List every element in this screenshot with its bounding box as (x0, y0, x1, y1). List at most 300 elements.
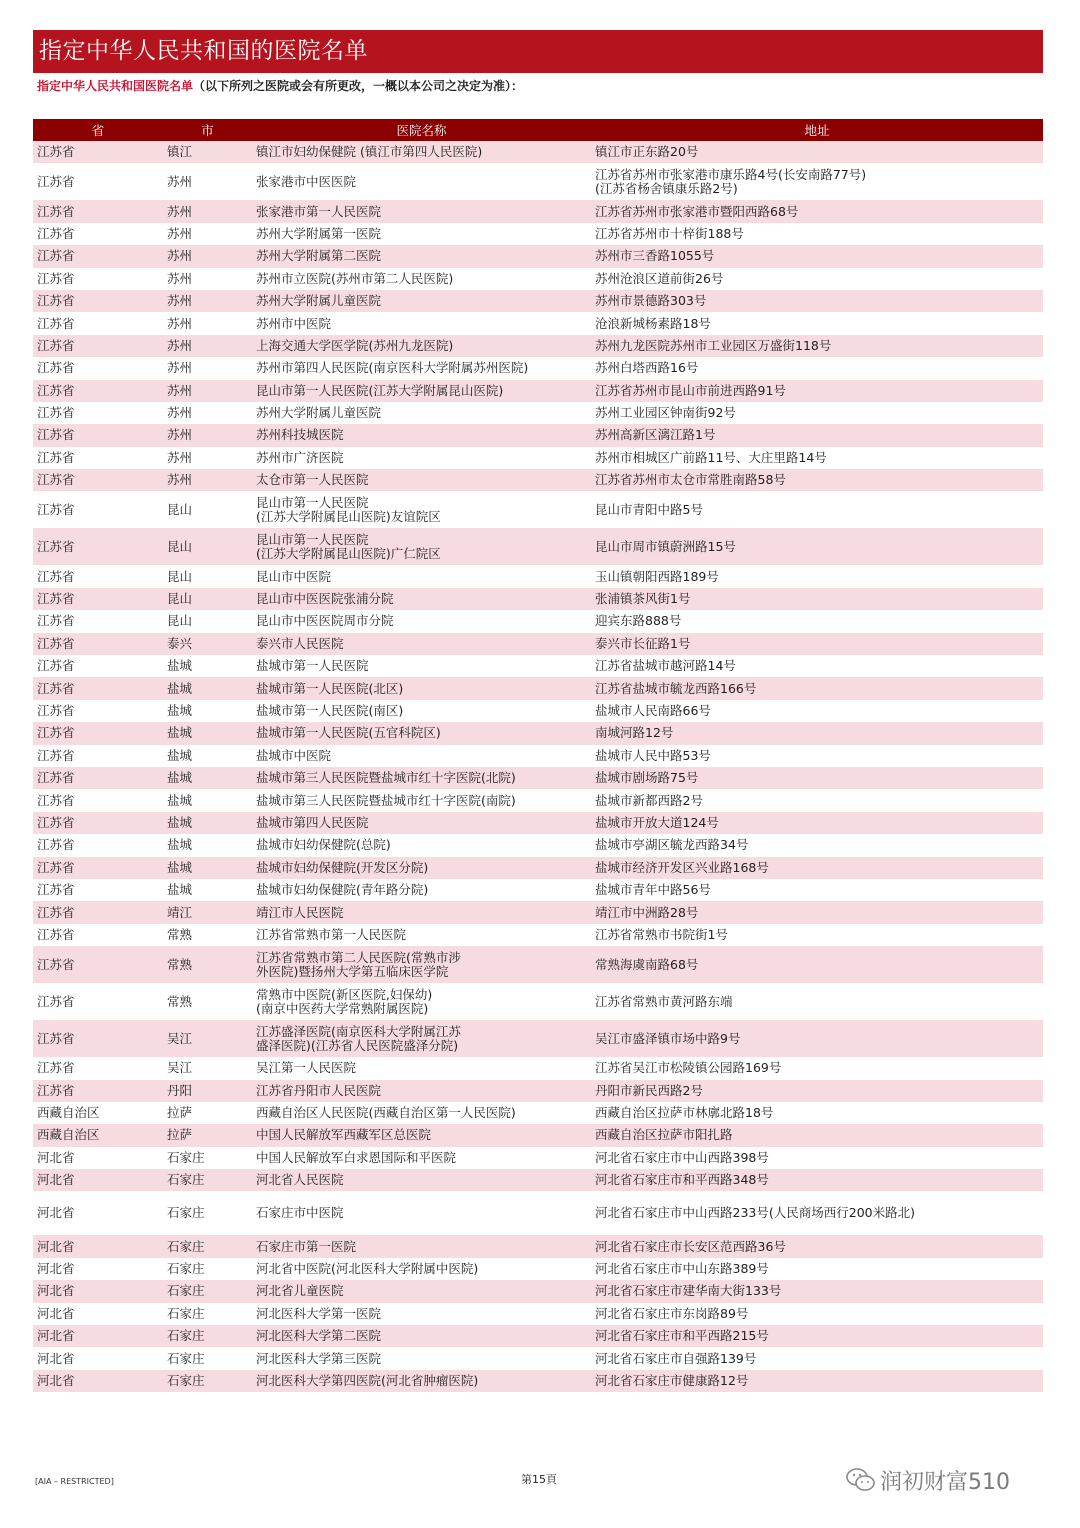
hospital-name-line: 盐城市第一人民医院(五官科院区) (256, 725, 441, 741)
address-line: 盐城市剧场路75号 (595, 770, 699, 786)
cell-hospital (252, 447, 591, 469)
cell-province: 江苏省 (33, 245, 163, 267)
table-row (33, 722, 1043, 744)
cell-province: 河北省 (33, 1147, 163, 1169)
hospital-name-line: 盐城市第三人民医院暨盐城市红十字医院(北院) (256, 770, 516, 786)
cell-province: 江苏省 (33, 983, 163, 1020)
hospital-name-line: 盐城市妇幼保健院(开发区分院) (256, 859, 429, 875)
cell-hospital (252, 610, 591, 632)
address-line: 苏州市三香路1055号 (595, 248, 715, 264)
cell-hospital (252, 745, 591, 767)
cell-province: 江苏省 (33, 335, 163, 357)
cell-hospital (252, 1325, 591, 1347)
address-line: 河北省石家庄市中山东路389号 (595, 1261, 769, 1277)
table-row (33, 268, 1043, 290)
cell-address (591, 924, 1043, 946)
table-row (33, 834, 1043, 856)
cell-city: 盐城 (163, 677, 252, 699)
cell-city: 苏州 (163, 223, 252, 245)
cell-address (591, 565, 1043, 587)
cell-province: 江苏省 (33, 565, 163, 587)
hospital-name-line: 河北医科大学第二医院 (256, 1328, 382, 1344)
table-row (33, 901, 1043, 923)
address-line: 河北省石家庄市中山西路233号(人民商场西行200米路北) (595, 1205, 915, 1221)
address-line: 南城河路12号 (595, 725, 674, 741)
hospital-name-line: 盐城市妇幼保健院(总院) (256, 837, 391, 853)
cell-province: 江苏省 (33, 491, 163, 528)
cell-city: 苏州 (163, 402, 252, 424)
cell-hospital (252, 879, 591, 901)
cell-city: 常熟 (163, 946, 252, 983)
cell-address (591, 789, 1043, 811)
table-row (33, 610, 1043, 632)
cell-city: 常熟 (163, 983, 252, 1020)
table-row (33, 789, 1043, 811)
address-line: 泰兴市长征路1号 (595, 635, 691, 651)
cell-hospital (252, 1102, 591, 1124)
cell-address (591, 610, 1043, 632)
column-header-city: 市 (163, 119, 252, 141)
address-line: 河北省石家庄市中山西路398号 (595, 1149, 769, 1165)
footer-page-number: 第15頁 (521, 1473, 557, 1486)
cell-city: 靖江 (163, 901, 252, 923)
cell-address (591, 1258, 1043, 1280)
hospital-name-line: 江苏盛泽医院(南京医科大学附属江苏 (256, 1023, 461, 1039)
hospital-name-line: 中国人民解放军西藏军区总医院 (256, 1127, 432, 1143)
table-row (33, 424, 1043, 446)
address-line: 苏州工业园区钟南街92号 (595, 405, 736, 421)
cell-province: 江苏省 (33, 924, 163, 946)
cell-province: 江苏省 (33, 633, 163, 655)
hospital-name-line: 盐城市第四人民医院 (256, 814, 369, 830)
cell-hospital (252, 335, 591, 357)
cell-province: 江苏省 (33, 767, 163, 789)
cell-hospital (252, 141, 591, 163)
hospital-name-line: 盐城市妇幼保健院(青年路分院) (256, 882, 429, 898)
cell-address (591, 223, 1043, 245)
cell-hospital (252, 163, 591, 200)
hospital-name-line: 苏州市中医院 (256, 315, 332, 331)
cell-address (591, 469, 1043, 491)
cell-city: 吴江 (163, 1020, 252, 1057)
hospital-name-line: 苏州大学附属第一医院 (256, 225, 382, 241)
table-row (33, 290, 1043, 312)
address-line: 苏州九龙医院苏州市工业园区万盛街118号 (595, 337, 832, 353)
table-row (33, 402, 1043, 424)
table-row (33, 1347, 1043, 1369)
cell-hospital (252, 1303, 591, 1325)
cell-hospital (252, 983, 591, 1020)
cell-address (591, 447, 1043, 469)
hospital-name-line: 石家庄市第一医院 (256, 1238, 357, 1254)
cell-hospital (252, 767, 591, 789)
address-line: 盐城市新都西路2号 (595, 792, 703, 808)
cell-city: 盐城 (163, 700, 252, 722)
cell-city: 苏州 (163, 335, 252, 357)
address-line: 靖江市中洲路28号 (595, 904, 699, 920)
cell-city: 泰兴 (163, 633, 252, 655)
cell-address (591, 380, 1043, 402)
table-row (33, 469, 1043, 491)
cell-province: 江苏省 (33, 380, 163, 402)
hospital-name-line: 昆山市中医院 (256, 568, 332, 584)
cell-hospital (252, 1280, 591, 1302)
subtitle-heading: 指定中华人民共和国医院名单 (37, 79, 194, 93)
cell-address (591, 1057, 1043, 1079)
cell-city: 丹阳 (163, 1080, 252, 1102)
table-header (33, 119, 1043, 141)
hospital-name-line: 靖江市人民医院 (256, 904, 344, 920)
cell-city: 昆山 (163, 588, 252, 610)
address-line: 盐城市青年中路56号 (595, 882, 711, 898)
address-line: 盐城市开放大道124号 (595, 814, 719, 830)
hospital-name-line: 盛泽医院)(江苏省人民医院盛泽分院) (256, 1037, 459, 1053)
cell-province: 河北省 (33, 1347, 163, 1369)
table-row (33, 1258, 1043, 1280)
hospital-name-line: 上海交通大学医学院(苏州九龙医院) (256, 337, 454, 353)
hospital-name-line: 泰兴市人民医院 (256, 635, 344, 651)
table-row (33, 983, 1043, 1020)
cell-province: 江苏省 (33, 469, 163, 491)
cell-province: 西藏自治区 (33, 1102, 163, 1124)
address-line: (江苏省杨舍镇康乐路2号) (595, 180, 738, 196)
cell-city: 拉萨 (163, 1102, 252, 1124)
table-row (33, 380, 1043, 402)
wechat-icon (846, 1467, 876, 1493)
address-line: 盐城市亭湖区毓龙西路34号 (595, 837, 749, 853)
page-title-banner (33, 30, 1043, 73)
cell-address (591, 312, 1043, 334)
cell-province: 江苏省 (33, 357, 163, 379)
cell-city: 石家庄 (163, 1147, 252, 1169)
table-row (33, 447, 1043, 469)
subtitle (37, 77, 523, 94)
address-line: 江苏省盐城市毓龙西路166号 (595, 680, 757, 696)
cell-address (591, 245, 1043, 267)
table-header-row (33, 119, 1043, 141)
cell-city: 石家庄 (163, 1370, 252, 1392)
cell-city: 盐城 (163, 789, 252, 811)
cell-city: 拉萨 (163, 1124, 252, 1146)
address-line: 盐城市经济开发区兴业路168号 (595, 859, 769, 875)
address-line: 江苏省常熟市黄河路东端 (595, 993, 733, 1009)
table-row (33, 745, 1043, 767)
hospital-name-line: 盐城市第一人民医院 (256, 658, 369, 674)
cell-address (591, 163, 1043, 200)
cell-hospital (252, 1169, 591, 1191)
cell-hospital (252, 528, 591, 565)
address-line: 江苏省盐城市越河路14号 (595, 658, 736, 674)
address-line: 吴江市盛泽镇市场中路9号 (595, 1030, 741, 1046)
cell-province: 江苏省 (33, 655, 163, 677)
cell-city: 苏州 (163, 424, 252, 446)
cell-hospital (252, 677, 591, 699)
hospital-name-line: 昆山市中医医院张浦分院 (256, 591, 394, 607)
table-row (33, 1102, 1043, 1124)
cell-province: 河北省 (33, 1191, 163, 1235)
cell-hospital (252, 812, 591, 834)
cell-hospital (252, 857, 591, 879)
cell-city: 苏州 (163, 163, 252, 200)
cell-address (591, 655, 1043, 677)
cell-province: 江苏省 (33, 677, 163, 699)
cell-address (591, 857, 1043, 879)
address-line: 盐城市人民中路53号 (595, 747, 711, 763)
address-line: 江苏省常熟市书院街1号 (595, 926, 728, 942)
cell-province: 江苏省 (33, 268, 163, 290)
hospital-name-line: 河北医科大学第一医院 (256, 1305, 382, 1321)
cell-province: 江苏省 (33, 901, 163, 923)
table-row (33, 767, 1043, 789)
hospital-name-line: 江苏省常熟市第一人民医院 (256, 926, 407, 942)
hospital-name-line: (江苏大学附属昆山医院)友谊院区 (256, 508, 441, 524)
table-row (33, 1147, 1043, 1169)
table-row (33, 528, 1043, 565)
subtitle-note: （以下所列之医院或会有所更改，一概以本公司之决定为准）： (193, 79, 524, 93)
cell-city: 石家庄 (163, 1258, 252, 1280)
cell-city: 苏州 (163, 290, 252, 312)
cell-city: 苏州 (163, 312, 252, 334)
hospital-name-line: 吴江第一人民医院 (256, 1060, 357, 1076)
cell-address (591, 424, 1043, 446)
cell-province: 河北省 (33, 1370, 163, 1392)
hospital-name-line: 常熟市中医院(新区医院,妇保幼) (256, 986, 433, 1002)
address-line: 镇江市正东路20号 (595, 144, 699, 160)
cell-province: 河北省 (33, 1258, 163, 1280)
cell-province: 河北省 (33, 1235, 163, 1257)
hospital-name-line: 河北医科大学第四医院(河北省肿瘤医院) (256, 1372, 479, 1388)
cell-address (591, 1080, 1043, 1102)
cell-hospital (252, 469, 591, 491)
cell-address (591, 901, 1043, 923)
cell-hospital (252, 1147, 591, 1169)
cell-city: 苏州 (163, 357, 252, 379)
table-row (33, 1080, 1043, 1102)
hospital-name-line: 苏州市广济医院 (256, 449, 344, 465)
table-row (33, 1124, 1043, 1146)
hospital-name-line: 河北医科大学第三医院 (256, 1350, 382, 1366)
cell-city: 盐城 (163, 812, 252, 834)
cell-province: 江苏省 (33, 424, 163, 446)
cell-city: 吴江 (163, 1057, 252, 1079)
cell-hospital (252, 200, 591, 222)
cell-province: 江苏省 (33, 946, 163, 983)
cell-address (591, 1191, 1043, 1235)
cell-hospital (252, 924, 591, 946)
cell-address (591, 1325, 1043, 1347)
table-row (33, 245, 1043, 267)
address-line: 昆山市青阳中路5号 (595, 501, 703, 517)
table-row (33, 655, 1043, 677)
cell-hospital (252, 268, 591, 290)
cell-city: 盐城 (163, 857, 252, 879)
hospital-name-line: 河北省中医院(河北医科大学附属中医院) (256, 1261, 479, 1277)
hospital-name-line: 盐城市第三人民医院暨盐城市红十字医院(南院) (256, 792, 516, 808)
cell-hospital (252, 1258, 591, 1280)
hospital-table (33, 119, 1043, 1392)
table-row (33, 223, 1043, 245)
cell-province: 江苏省 (33, 312, 163, 334)
cell-province: 江苏省 (33, 402, 163, 424)
address-line: 河北省石家庄市东岗路89号 (595, 1305, 749, 1321)
cell-address (591, 357, 1043, 379)
cell-province: 江苏省 (33, 745, 163, 767)
cell-hospital (252, 402, 591, 424)
cell-hospital (252, 1235, 591, 1257)
cell-province: 江苏省 (33, 610, 163, 632)
hospital-name-line: 苏州科技城医院 (256, 427, 344, 443)
cell-address (591, 1102, 1043, 1124)
table-row (33, 1020, 1043, 1057)
cell-province: 西藏自治区 (33, 1124, 163, 1146)
hospital-name-line: 苏州大学附属儿童医院 (256, 293, 382, 309)
cell-city: 石家庄 (163, 1303, 252, 1325)
cell-city: 苏州 (163, 245, 252, 267)
cell-province: 河北省 (33, 1325, 163, 1347)
hospital-name-line: 西藏自治区人民医院(西藏自治区第一人民医院) (256, 1105, 516, 1121)
address-line: 苏州白塔西路16号 (595, 360, 699, 376)
cell-address (591, 677, 1043, 699)
cell-city: 苏州 (163, 469, 252, 491)
cell-address (591, 1280, 1043, 1302)
cell-city: 镇江 (163, 141, 252, 163)
cell-address (591, 1124, 1043, 1146)
hospital-name-line: 昆山市中医医院周市分院 (256, 613, 394, 629)
page-title: 指定中华人民共和国的医院名单 (39, 38, 368, 64)
cell-hospital (252, 722, 591, 744)
cell-hospital (252, 424, 591, 446)
cell-city: 盐城 (163, 834, 252, 856)
table-body (33, 141, 1043, 1392)
address-line: 河北省石家庄市自强路139号 (595, 1350, 757, 1366)
cell-address (591, 633, 1043, 655)
cell-hospital (252, 655, 591, 677)
cell-address (591, 528, 1043, 565)
cell-address (591, 722, 1043, 744)
cell-hospital (252, 700, 591, 722)
cell-hospital (252, 789, 591, 811)
cell-hospital (252, 1191, 591, 1235)
hospital-name-line: 张家港市中医医院 (256, 173, 357, 189)
cell-hospital (252, 223, 591, 245)
table-row (33, 357, 1043, 379)
cell-address (591, 879, 1043, 901)
table-row (33, 565, 1043, 587)
cell-address (591, 1347, 1043, 1369)
cell-city: 石家庄 (163, 1347, 252, 1369)
address-line: 迎宾东路888号 (595, 613, 682, 629)
table-row (33, 1325, 1043, 1347)
hospital-name-line: 外医院)暨扬州大学第五临床医学院 (256, 963, 449, 979)
cell-address (591, 946, 1043, 983)
cell-city: 苏州 (163, 200, 252, 222)
cell-address (591, 812, 1043, 834)
cell-address (591, 588, 1043, 610)
table-row (33, 491, 1043, 528)
cell-city: 苏州 (163, 380, 252, 402)
table-row (33, 200, 1043, 222)
table-row (33, 1280, 1043, 1302)
table-row (33, 812, 1043, 834)
address-line: 苏州高新区漓江路1号 (595, 427, 716, 443)
cell-province: 河北省 (33, 1303, 163, 1325)
address-line: 江苏省苏州市太仓市常胜南路58号 (595, 472, 786, 488)
hospital-name-line: 昆山市第一人民医院 (256, 494, 369, 510)
hospital-name-line: 江苏省常熟市第二人民医院(常熟市涉 (256, 949, 461, 965)
cell-address (591, 491, 1043, 528)
address-line: 河北省石家庄市和平西路348号 (595, 1172, 769, 1188)
hospital-name-line: 苏州大学附属儿童医院 (256, 405, 382, 421)
column-header-address: 地址 (591, 119, 1043, 141)
cell-city: 盐城 (163, 767, 252, 789)
cell-address (591, 335, 1043, 357)
hospital-name-line: 盐城市第一人民医院(南区) (256, 703, 404, 718)
cell-hospital (252, 1370, 591, 1392)
address-line: 河北省石家庄市和平西路215号 (595, 1328, 769, 1344)
address-line: 河北省石家庄市健康路12号 (595, 1372, 749, 1388)
cell-city: 盐城 (163, 879, 252, 901)
cell-city: 苏州 (163, 447, 252, 469)
cell-hospital (252, 1057, 591, 1079)
cell-address (591, 1020, 1043, 1057)
table-row (33, 163, 1043, 200)
cell-province: 江苏省 (33, 834, 163, 856)
hospital-name-line: 张家港市第一人民医院 (256, 203, 382, 219)
cell-hospital (252, 491, 591, 528)
hospital-name-line: 昆山市第一人民医院 (256, 531, 369, 547)
table-row (33, 924, 1043, 946)
cell-province: 江苏省 (33, 223, 163, 245)
cell-city: 石家庄 (163, 1169, 252, 1191)
address-line: 江苏省吴江市松陵镇公园路169号 (595, 1060, 782, 1076)
cell-address (591, 1370, 1043, 1392)
table-row (33, 857, 1043, 879)
table-row (33, 633, 1043, 655)
cell-address (591, 1147, 1043, 1169)
cell-province: 河北省 (33, 1280, 163, 1302)
cell-city: 昆山 (163, 491, 252, 528)
table-row (33, 677, 1043, 699)
address-line: 河北省石家庄市长安区范西路36号 (595, 1238, 786, 1254)
hospital-name-line: (江苏大学附属昆山医院)广仁院区 (256, 545, 441, 561)
cell-hospital (252, 1080, 591, 1102)
hospital-name-line: 盐城市中医院 (256, 747, 332, 763)
cell-city: 苏州 (163, 268, 252, 290)
hospital-name-line: 苏州市第四人民医院(南京医科大学附属苏州医院) (256, 360, 529, 376)
address-line: 丹阳市新民西路2号 (595, 1082, 703, 1098)
hospital-name-line: 镇江市妇幼保健院 (镇江市第四人民医院) (256, 144, 483, 160)
table-row (33, 1191, 1043, 1235)
cell-hospital (252, 588, 591, 610)
cell-address (591, 1169, 1043, 1191)
cell-hospital (252, 1347, 591, 1369)
cell-province: 江苏省 (33, 879, 163, 901)
table-row (33, 700, 1043, 722)
footer-classification: [AIA – RESTRICTED] (35, 1477, 114, 1486)
hospital-name-line: 苏州大学附属第二医院 (256, 248, 382, 264)
address-line: 河北省石家庄市建华南大街133号 (595, 1283, 782, 1299)
hospital-name-line: 河北省人民医院 (256, 1172, 344, 1188)
cell-province: 江苏省 (33, 528, 163, 565)
cell-province: 江苏省 (33, 1020, 163, 1057)
table-row (33, 1303, 1043, 1325)
hospital-name-line: 石家庄市中医院 (256, 1205, 344, 1221)
cell-province: 江苏省 (33, 447, 163, 469)
cell-city: 昆山 (163, 528, 252, 565)
cell-address (591, 402, 1043, 424)
address-line: 江苏省苏州市十梓街188号 (595, 225, 744, 241)
table-row (33, 1057, 1043, 1079)
